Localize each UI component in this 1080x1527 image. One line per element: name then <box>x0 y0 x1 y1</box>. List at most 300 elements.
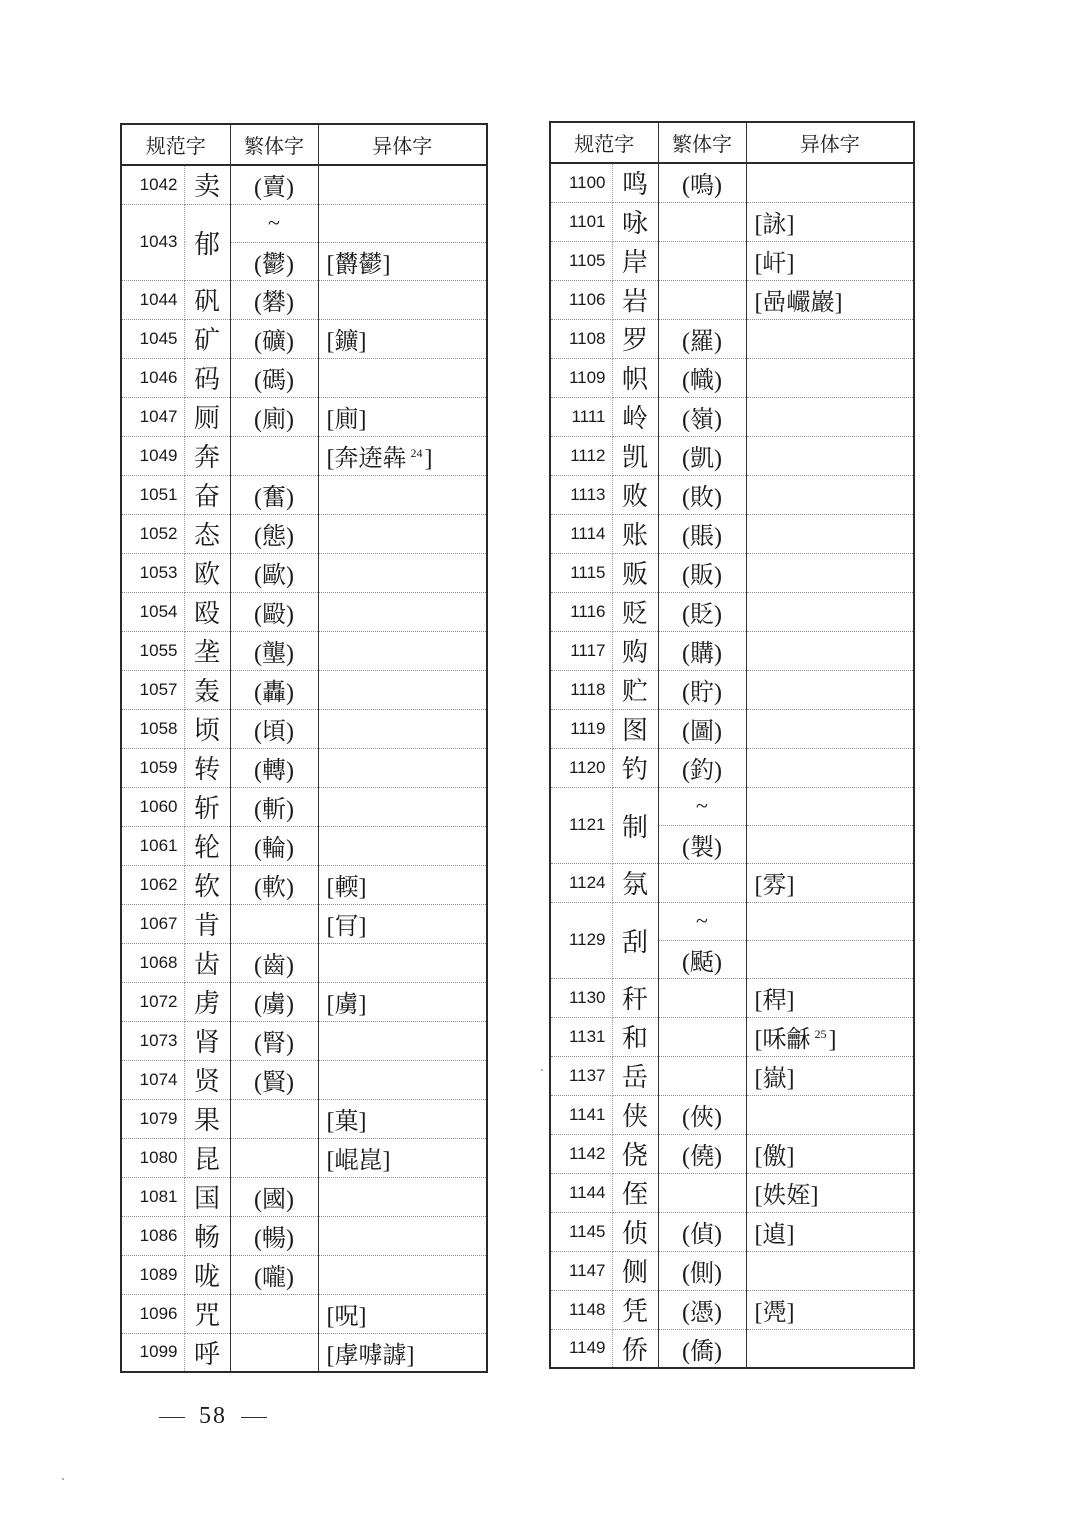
table-row <box>550 863 914 902</box>
variant-chars <box>746 1329 914 1368</box>
standard-char: 殴 <box>184 592 230 631</box>
char-number: 1119 <box>550 709 612 748</box>
variant-chars <box>746 709 914 748</box>
table-row <box>121 1099 487 1138</box>
standard-char: 鸣 <box>612 163 658 202</box>
variant-chars <box>318 319 487 358</box>
variant-chars <box>318 787 487 826</box>
traditional-char: (碼) <box>230 358 318 397</box>
table-row <box>121 319 487 358</box>
right-character-table <box>549 121 915 1369</box>
standard-char: 侦 <box>612 1212 658 1251</box>
variant-chars <box>318 1177 487 1216</box>
table-row <box>550 436 914 475</box>
char-number: 1137 <box>550 1056 612 1095</box>
variant-text: [輭] <box>326 875 367 901</box>
variant-chars <box>318 670 487 709</box>
page-dash-left <box>159 1417 185 1418</box>
variant-text: [屽] <box>754 251 795 277</box>
char-number: 1129 <box>550 902 612 978</box>
traditional-char: (暢) <box>230 1216 318 1255</box>
standard-char: 贤 <box>184 1060 230 1099</box>
traditional-char: (購) <box>658 631 746 670</box>
standard-char: 罗 <box>612 319 658 358</box>
variant-bracket-end: ] <box>828 1027 837 1053</box>
traditional-char: ~ <box>230 204 318 242</box>
table-row <box>121 943 487 982</box>
variant-chars <box>318 904 487 943</box>
standard-char: 呼 <box>184 1333 230 1372</box>
char-number: 1096 <box>121 1294 184 1333</box>
traditional-char: (廁) <box>230 397 318 436</box>
variant-chars <box>318 358 487 397</box>
char-number: 1054 <box>121 592 184 631</box>
variant-chars <box>318 826 487 865</box>
variant-text: [稈] <box>754 988 795 1014</box>
page-number-text: 58 <box>199 1403 227 1429</box>
table-row <box>121 787 487 826</box>
header-standard: 规范字 <box>550 122 658 163</box>
table-row <box>121 826 487 865</box>
char-number: 1057 <box>121 670 184 709</box>
standard-char: 岭 <box>612 397 658 436</box>
traditional-char <box>658 280 746 319</box>
table-row <box>121 204 487 242</box>
traditional-char: ~ <box>658 787 746 825</box>
standard-char: 肯 <box>184 904 230 943</box>
traditional-char: (偵) <box>658 1212 746 1251</box>
variant-chars <box>746 358 914 397</box>
table-row <box>550 787 914 825</box>
traditional-char: (僥) <box>658 1134 746 1173</box>
standard-char: 败 <box>612 475 658 514</box>
table-row <box>550 397 914 436</box>
scan-speck <box>541 1069 543 1071</box>
char-number: 1080 <box>121 1138 184 1177</box>
variant-text: [虖嘑謼] <box>326 1342 415 1369</box>
table-row <box>121 475 487 514</box>
standard-char: 侄 <box>612 1173 658 1212</box>
char-number: 1053 <box>121 553 184 592</box>
variant-chars <box>746 1251 914 1290</box>
standard-char: 刮 <box>612 902 658 978</box>
table-row <box>121 1294 487 1333</box>
traditional-char: (幟) <box>658 358 746 397</box>
standard-char: 侠 <box>612 1095 658 1134</box>
variant-chars <box>318 865 487 904</box>
char-number: 1111 <box>550 397 612 436</box>
variant-chars <box>318 982 487 1021</box>
standard-char: 虏 <box>184 982 230 1021</box>
traditional-char <box>230 1099 318 1138</box>
char-number: 1042 <box>121 165 184 204</box>
char-number: 1047 <box>121 397 184 436</box>
table-row <box>550 1095 914 1134</box>
char-number: 1148 <box>550 1290 612 1329</box>
char-number: 1062 <box>121 865 184 904</box>
traditional-char: (轉) <box>230 748 318 787</box>
variant-chars <box>746 748 914 787</box>
char-number: 1051 <box>121 475 184 514</box>
standard-char: 岩 <box>612 280 658 319</box>
variant-chars <box>318 1333 487 1372</box>
table-row <box>550 280 914 319</box>
char-number: 1049 <box>121 436 184 475</box>
traditional-char <box>658 1017 746 1056</box>
standard-char: 转 <box>184 748 230 787</box>
char-number: 1068 <box>121 943 184 982</box>
table-row <box>121 1177 487 1216</box>
char-number: 1149 <box>550 1329 612 1368</box>
variant-chars <box>318 1216 487 1255</box>
table-row <box>121 397 487 436</box>
traditional-char <box>658 241 746 280</box>
page-dash-right <box>241 1417 267 1418</box>
standard-char: 欧 <box>184 553 230 592</box>
variant-chars <box>318 165 487 204</box>
table-row <box>550 202 914 241</box>
standard-char: 矾 <box>184 280 230 319</box>
traditional-char <box>230 904 318 943</box>
variant-chars <box>318 475 487 514</box>
standard-char: 凭 <box>612 1290 658 1329</box>
variant-chars <box>746 670 914 709</box>
traditional-char: (賣) <box>230 165 318 204</box>
table-row <box>550 978 914 1017</box>
table-row <box>121 670 487 709</box>
char-number: 1043 <box>121 204 184 280</box>
variant-text: [遉] <box>754 1222 795 1248</box>
traditional-char: (圖) <box>658 709 746 748</box>
variant-chars <box>746 1134 914 1173</box>
footnote-marker: 25 <box>814 1027 827 1041</box>
table-row <box>550 163 914 202</box>
table-row <box>550 319 914 358</box>
variant-text: [凴] <box>754 1300 795 1326</box>
char-number: 1101 <box>550 202 612 241</box>
table-row <box>550 631 914 670</box>
table-row <box>121 436 487 475</box>
header-traditional: 繁体字 <box>658 122 746 163</box>
traditional-char: (凱) <box>658 436 746 475</box>
variant-chars: [欝鬰] <box>318 242 487 280</box>
table-row <box>121 1216 487 1255</box>
traditional-char: (態) <box>230 514 318 553</box>
table-row <box>550 475 914 514</box>
variant-chars <box>746 163 914 202</box>
standard-char: 侨 <box>612 1329 658 1368</box>
variant-chars <box>318 1138 487 1177</box>
header-variant: 异体字 <box>746 122 914 163</box>
char-number: 1060 <box>121 787 184 826</box>
table-row <box>121 1138 487 1177</box>
variant-chars <box>318 748 487 787</box>
variant-chars <box>746 631 914 670</box>
standard-char: 轰 <box>184 670 230 709</box>
page-number <box>145 1403 281 1430</box>
variant-chars <box>746 978 914 1017</box>
table-row <box>121 1060 487 1099</box>
traditional-char: (礬) <box>230 280 318 319</box>
standard-char: 咒 <box>184 1294 230 1333</box>
variant-text: [虜] <box>326 992 367 1018</box>
standard-char: 态 <box>184 514 230 553</box>
variant-chars <box>746 436 914 475</box>
traditional-char: (貶) <box>658 592 746 631</box>
standard-char: 图 <box>612 709 658 748</box>
variant-chars <box>318 1021 487 1060</box>
char-number: 1074 <box>121 1060 184 1099</box>
table-row <box>121 1333 487 1372</box>
variant-chars <box>746 1056 914 1095</box>
char-number: 1124 <box>550 863 612 902</box>
variant-chars <box>746 592 914 631</box>
traditional-char <box>658 202 746 241</box>
standard-char: 顷 <box>184 709 230 748</box>
standard-char: 贮 <box>612 670 658 709</box>
char-number: 1073 <box>121 1021 184 1060</box>
table-row <box>121 982 487 1021</box>
table-header-row <box>550 122 914 163</box>
traditional-char: (賢) <box>230 1060 318 1099</box>
variant-chars <box>318 553 487 592</box>
variant-text: [儌] <box>754 1144 795 1170</box>
traditional-char <box>230 436 318 475</box>
table-row <box>121 358 487 397</box>
traditional-char: (羅) <box>658 319 746 358</box>
traditional-char: (鳴) <box>658 163 746 202</box>
traditional-char: (嶺) <box>658 397 746 436</box>
char-number: 1145 <box>550 1212 612 1251</box>
variant-chars <box>318 1060 487 1099</box>
char-number: 1052 <box>121 514 184 553</box>
char-number: 1099 <box>121 1333 184 1372</box>
table-row <box>121 280 487 319</box>
table-row <box>550 902 914 940</box>
standard-char: 咙 <box>184 1255 230 1294</box>
char-number: 1081 <box>121 1177 184 1216</box>
traditional-char: (鬱) <box>230 242 318 280</box>
variant-chars <box>318 1255 487 1294</box>
standard-char: 郁 <box>184 204 230 280</box>
variant-chars <box>746 1017 914 1056</box>
variant-chars <box>318 514 487 553</box>
char-number: 1113 <box>550 475 612 514</box>
table-row <box>550 709 914 748</box>
traditional-char: (憑) <box>658 1290 746 1329</box>
table-row <box>121 553 487 592</box>
traditional-char: (頃) <box>230 709 318 748</box>
variant-chars <box>746 202 914 241</box>
standard-char: 奔 <box>184 436 230 475</box>
standard-char: 斩 <box>184 787 230 826</box>
standard-char: 账 <box>612 514 658 553</box>
table-row <box>550 1290 914 1329</box>
variant-text: [廁] <box>326 407 367 433</box>
standard-char: 帜 <box>612 358 658 397</box>
scan-speck <box>62 1478 64 1480</box>
left-character-table <box>120 123 488 1373</box>
variant-chars <box>746 514 914 553</box>
traditional-char <box>658 978 746 1017</box>
standard-char: 齿 <box>184 943 230 982</box>
variant-text: [菓] <box>326 1109 367 1135</box>
table-row <box>121 865 487 904</box>
standard-char: 轮 <box>184 826 230 865</box>
char-number: 1086 <box>121 1216 184 1255</box>
traditional-char: (颳) <box>658 940 746 978</box>
variant-chars <box>746 1095 914 1134</box>
char-number: 1105 <box>550 241 612 280</box>
variant-chars <box>746 1212 914 1251</box>
variant-chars <box>318 709 487 748</box>
standard-char: 奋 <box>184 475 230 514</box>
standard-char: 畅 <box>184 1216 230 1255</box>
standard-char: 钓 <box>612 748 658 787</box>
char-number: 1116 <box>550 592 612 631</box>
table-row <box>121 631 487 670</box>
traditional-char: ~ <box>658 902 746 940</box>
variant-chars <box>746 1290 914 1329</box>
char-number: 1120 <box>550 748 612 787</box>
variant-chars <box>318 943 487 982</box>
variant-chars <box>318 1294 487 1333</box>
standard-char: 卖 <box>184 165 230 204</box>
char-number: 1072 <box>121 982 184 1021</box>
table-row <box>121 165 487 204</box>
traditional-char: (斬) <box>230 787 318 826</box>
table-row <box>550 1056 914 1095</box>
variant-chars <box>746 1173 914 1212</box>
table-row <box>550 553 914 592</box>
traditional-char: (腎) <box>230 1021 318 1060</box>
traditional-char: (輪) <box>230 826 318 865</box>
traditional-char: (轟) <box>230 670 318 709</box>
traditional-char: (虜) <box>230 982 318 1021</box>
header-standard: 规范字 <box>121 124 230 165</box>
char-number: 1141 <box>550 1095 612 1134</box>
variant-chars <box>746 940 914 978</box>
variant-text: [奔逩犇 <box>326 446 407 472</box>
char-number: 1112 <box>550 436 612 475</box>
char-number: 1147 <box>550 1251 612 1290</box>
variant-text: [肎] <box>326 914 367 940</box>
standard-char: 购 <box>612 631 658 670</box>
variant-text: [鑛] <box>326 329 367 355</box>
char-number: 1067 <box>121 904 184 943</box>
standard-char: 昆 <box>184 1138 230 1177</box>
char-number: 1058 <box>121 709 184 748</box>
standard-char: 果 <box>184 1099 230 1138</box>
standard-char: 岳 <box>612 1056 658 1095</box>
table-row <box>121 1021 487 1060</box>
table-row <box>550 670 914 709</box>
traditional-char: (礦) <box>230 319 318 358</box>
table-row <box>550 1251 914 1290</box>
standard-char: 垄 <box>184 631 230 670</box>
table-row <box>550 1173 914 1212</box>
standard-char: 和 <box>612 1017 658 1056</box>
char-number: 1106 <box>550 280 612 319</box>
table-row <box>550 748 914 787</box>
traditional-char <box>658 863 746 902</box>
variant-text: [咊龢 <box>754 1027 811 1053</box>
variant-text: [妷姪] <box>754 1183 819 1209</box>
variant-chars <box>746 319 914 358</box>
traditional-char: (國) <box>230 1177 318 1216</box>
char-number: 1121 <box>550 787 612 863</box>
standard-char: 凯 <box>612 436 658 475</box>
char-number: 1079 <box>121 1099 184 1138</box>
char-number: 1059 <box>121 748 184 787</box>
char-number: 1055 <box>121 631 184 670</box>
table-row <box>121 514 487 553</box>
traditional-char: (奮) <box>230 475 318 514</box>
standard-char: 国 <box>184 1177 230 1216</box>
variant-chars <box>746 241 914 280</box>
variant-text: [詠] <box>754 212 795 238</box>
char-number: 1100 <box>550 163 612 202</box>
traditional-char: (嚨) <box>230 1255 318 1294</box>
char-number: 1118 <box>550 670 612 709</box>
variant-chars <box>746 787 914 825</box>
table-row <box>121 1255 487 1294</box>
traditional-char: (敗) <box>658 475 746 514</box>
variant-chars <box>746 397 914 436</box>
traditional-char: (壟) <box>230 631 318 670</box>
header-traditional: 繁体字 <box>230 124 318 165</box>
variant-chars <box>318 204 487 242</box>
variant-text: [雰] <box>754 873 795 899</box>
variant-chars <box>746 280 914 319</box>
standard-char: 肾 <box>184 1021 230 1060</box>
char-number: 1044 <box>121 280 184 319</box>
traditional-char: (軟) <box>230 865 318 904</box>
variant-chars <box>318 436 487 475</box>
standard-char: 贬 <box>612 592 658 631</box>
char-number: 1109 <box>550 358 612 397</box>
variant-text: [喦巗巖] <box>754 290 843 316</box>
table-header-row <box>121 124 487 165</box>
table-row <box>550 514 914 553</box>
traditional-char <box>230 1294 318 1333</box>
table-row <box>550 1017 914 1056</box>
traditional-char: (毆) <box>230 592 318 631</box>
table-row <box>550 1134 914 1173</box>
traditional-char <box>658 1173 746 1212</box>
header-variant: 异体字 <box>318 124 487 165</box>
standard-char: 侥 <box>612 1134 658 1173</box>
table-row <box>550 592 914 631</box>
char-number: 1045 <box>121 319 184 358</box>
standard-char: 制 <box>612 787 658 863</box>
variant-chars <box>318 397 487 436</box>
table-row <box>550 1329 914 1368</box>
table-row <box>550 358 914 397</box>
variant-text: [嶽] <box>754 1066 795 1092</box>
char-number: 1114 <box>550 514 612 553</box>
standard-char: 码 <box>184 358 230 397</box>
table-row <box>550 1212 914 1251</box>
traditional-char: (歐) <box>230 553 318 592</box>
variant-chars <box>318 1099 487 1138</box>
variant-chars <box>318 592 487 631</box>
char-number: 1144 <box>550 1173 612 1212</box>
variant-chars <box>318 280 487 319</box>
standard-char: 侧 <box>612 1251 658 1290</box>
variant-text: [崐崑] <box>326 1148 391 1174</box>
standard-char: 厕 <box>184 397 230 436</box>
